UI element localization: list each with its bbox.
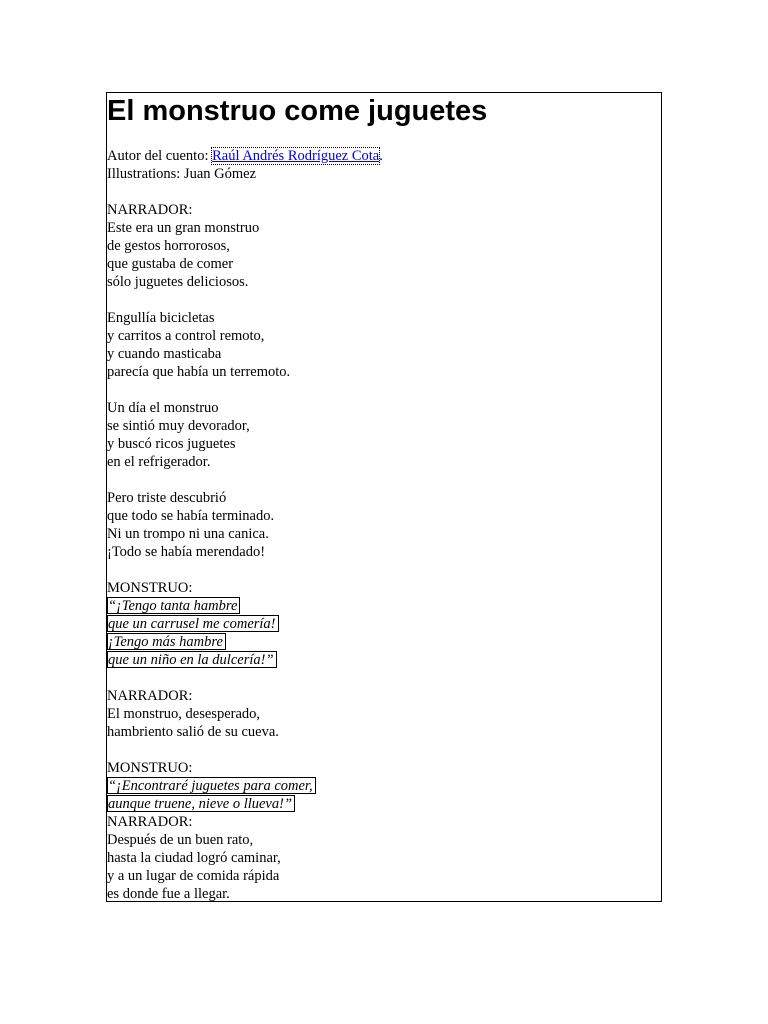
speaker-label: NARRADOR: — [107, 202, 193, 218]
verse-line: y a un lugar de comida rápida — [107, 868, 280, 884]
dialogue-text: que un carrusel me comería! — [107, 615, 279, 632]
verse-line: Después de un buen rato, — [107, 832, 254, 848]
verse-line: sólo juguetes deliciosos. — [107, 274, 249, 290]
dialogue-line — [107, 597, 661, 615]
verse-line: y cuando masticaba — [107, 346, 222, 362]
stanza-gap — [107, 381, 661, 399]
verse-line: Pero triste descubrió — [107, 490, 227, 506]
verse-line: se sintió muy devorador, — [107, 418, 250, 434]
dialogue-text: ¡Tengo más hambre — [107, 633, 226, 650]
verse-line: es donde fue a llegar. — [107, 886, 230, 902]
verse-line: que gustaba de comer — [107, 256, 234, 272]
page-title: El monstruo come juguetes — [107, 95, 488, 127]
dialogue-text: aunque truene, nieve o llueva!” — [107, 795, 295, 812]
author-suffix: . — [379, 148, 383, 164]
dialogue-text: “¡Tengo tanta hambre — [107, 597, 240, 614]
stanza-gap — [107, 291, 661, 309]
speaker-label: NARRADOR: — [107, 814, 193, 830]
author-link[interactable]: Raúl Andrés Rodríguez Cota — [212, 148, 380, 164]
stanza-gap — [107, 471, 661, 489]
dialogue-line — [107, 777, 661, 795]
dialogue-line — [107, 633, 661, 651]
verse-line: parecía que había un terremoto. — [107, 364, 291, 380]
dialogue-line — [107, 795, 661, 813]
verse-line: Este era un gran monstruo — [107, 220, 260, 236]
dialogue-text: que un niño en la dulcería!” — [107, 651, 277, 668]
stanza-gap — [107, 561, 661, 579]
author-credit — [107, 147, 661, 165]
dialogue-line — [107, 651, 661, 669]
verse-line: hasta la ciudad logró caminar, — [107, 850, 281, 866]
stanza-gap — [107, 669, 661, 687]
speaker-label: MONSTRUO: — [107, 580, 193, 596]
verse-line: en el refrigerador. — [107, 454, 211, 470]
stanza-gap — [107, 741, 661, 759]
verse-line: que todo se había terminado. — [107, 508, 275, 524]
verse-line: El monstruo, desesperado, — [107, 706, 261, 722]
stanza-gap — [107, 183, 661, 201]
document-page — [106, 92, 662, 902]
story-body — [107, 147, 661, 902]
illustrator-credit: Illustrations: Juan Gómez — [107, 166, 257, 182]
dialogue-text: “¡Encontraré juguetes para comer, — [107, 777, 316, 794]
verse-line: de gestos horrorosos, — [107, 238, 230, 254]
speaker-label: MONSTRUO: — [107, 760, 193, 776]
story-verses — [107, 201, 661, 902]
dialogue-line — [107, 615, 661, 633]
verse-line: y carritos a control remoto, — [107, 328, 265, 344]
verse-line: Engullía bicicletas — [107, 310, 215, 326]
verse-line: Un día el monstruo — [107, 400, 219, 416]
verse-line: hambriento salió de su cueva. — [107, 724, 279, 740]
speaker-label: NARRADOR: — [107, 688, 193, 704]
author-label: Autor del cuento: — [107, 148, 213, 164]
verse-line: y buscó ricos juguetes — [107, 436, 236, 452]
verse-line: Ni un trompo ni una canica. — [107, 526, 269, 542]
verse-line: ¡Todo se había merendado! — [107, 544, 266, 560]
